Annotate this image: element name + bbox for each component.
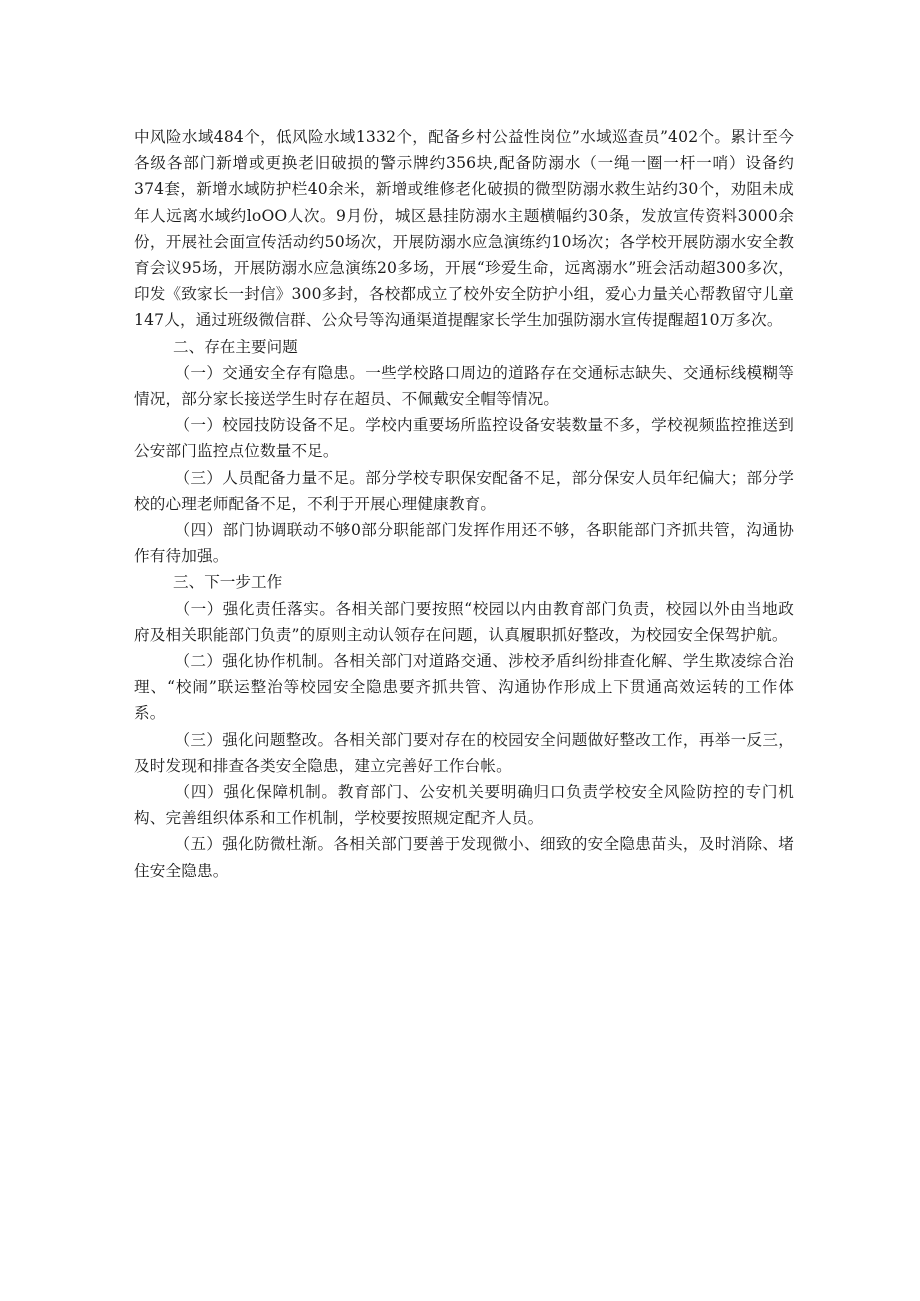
next-step-collaboration: （二）强化协作机制。各相关部门对道路交通、涉校矛盾纠纷排查化解、学生欺凌综合治理、“校闹”联运整治等校园安全隐患要齐抓共管、沟通协作形成上下贯通高效运转的工作体系。 [134, 652, 794, 723]
next-step-guarantee: （四）强化保障机制。教育部门、公安机关要明确归口负责学校安全风险防控的专门机构、完善组织体系和工作机制，学校要按照规定配齐人员。 [134, 783, 794, 828]
next-step-responsibility: （一）强化责任落实。各相关部门要按照“校园以内由教育部门负责，校园以外由当地政府及相关职能部门负责”的原则主动认领存在问题，认真履职抓好整改，为校园安全保驾护航。 [134, 599, 794, 644]
section-heading-next-steps: 三、下一步工作 [173, 573, 283, 592]
problem-item-traffic: （一）交通安全存有隐患。一些学校路口周边的道路存在交通标志缺失、交通标线模糊等情况，部分家长接送学生时存在超员、不佩戴安全帽等情况。 [134, 363, 794, 409]
problem-item-staffing: （三）人员配备力量不足。部分学校专职保安配备不足，部分保安人员年纪偏大；部分学校的心理老师配备不足，不利于开展心理健康教育。 [134, 468, 794, 513]
next-step-prevention: （五）强化防微杜渐。各相关部门要善于发现微小、细致的安全隐患苗头，及时消除、堵住安全隐患。 [134, 835, 794, 880]
problem-item-equipment: （一）校园技防设备不足。学校内重要场所监控设备安装数量不多，学校视频监控推送到公安部门监控点位数量不足。 [134, 416, 794, 461]
problem-item-coordination: （四）部门协调联动不够0部分职能部门发挥作用还不够，各职能部门齐抓共管，沟通协作有待加强。 [134, 521, 794, 566]
intro-paragraph: 中风险水域484个，低风险水域1332个，配备乡村公益性岗位”水域巡查员”402个。累计至今各级各部门新增或更换老旧破损的警示牌约356块,配备防溺水（一绳一圈一杆一哨）设备约374套，新增水域防护栏40余米，新增或维修老化破损的微型防溺水救生站约30个，劝阻未成年人远离水域约loOO人次。9月份，城区悬挂防溺水主题横幅约30条，发放宣传资料3000余份，开展社会面宣传活动约50场次，开展防溺水应急演练约10场次；各学校开展防溺水安全教育会议95场，开展防溺水应急演练20多场，开展“珍爱生命，远离溺水”班会活动超300多次，印发《致家长一封信》300多封，各校都成立了校外安全防护小组，爱心力量关心帮教留守儿童147人，通过班级微信群、公众号等沟通渠道提醒家长学生加强防溺水宣传提醒超10万多次。 [134, 128, 794, 330]
document-page [134, 124, 794, 884]
section-heading-problems: 二、存在主要问题 [173, 337, 298, 356]
next-step-rectification: （三）强化问题整改。各相关部门要对存在的校园安全问题做好整改工作，再举一反三，及时发现和排查各类安全隐患，建立完善好工作台帐。 [134, 730, 794, 775]
